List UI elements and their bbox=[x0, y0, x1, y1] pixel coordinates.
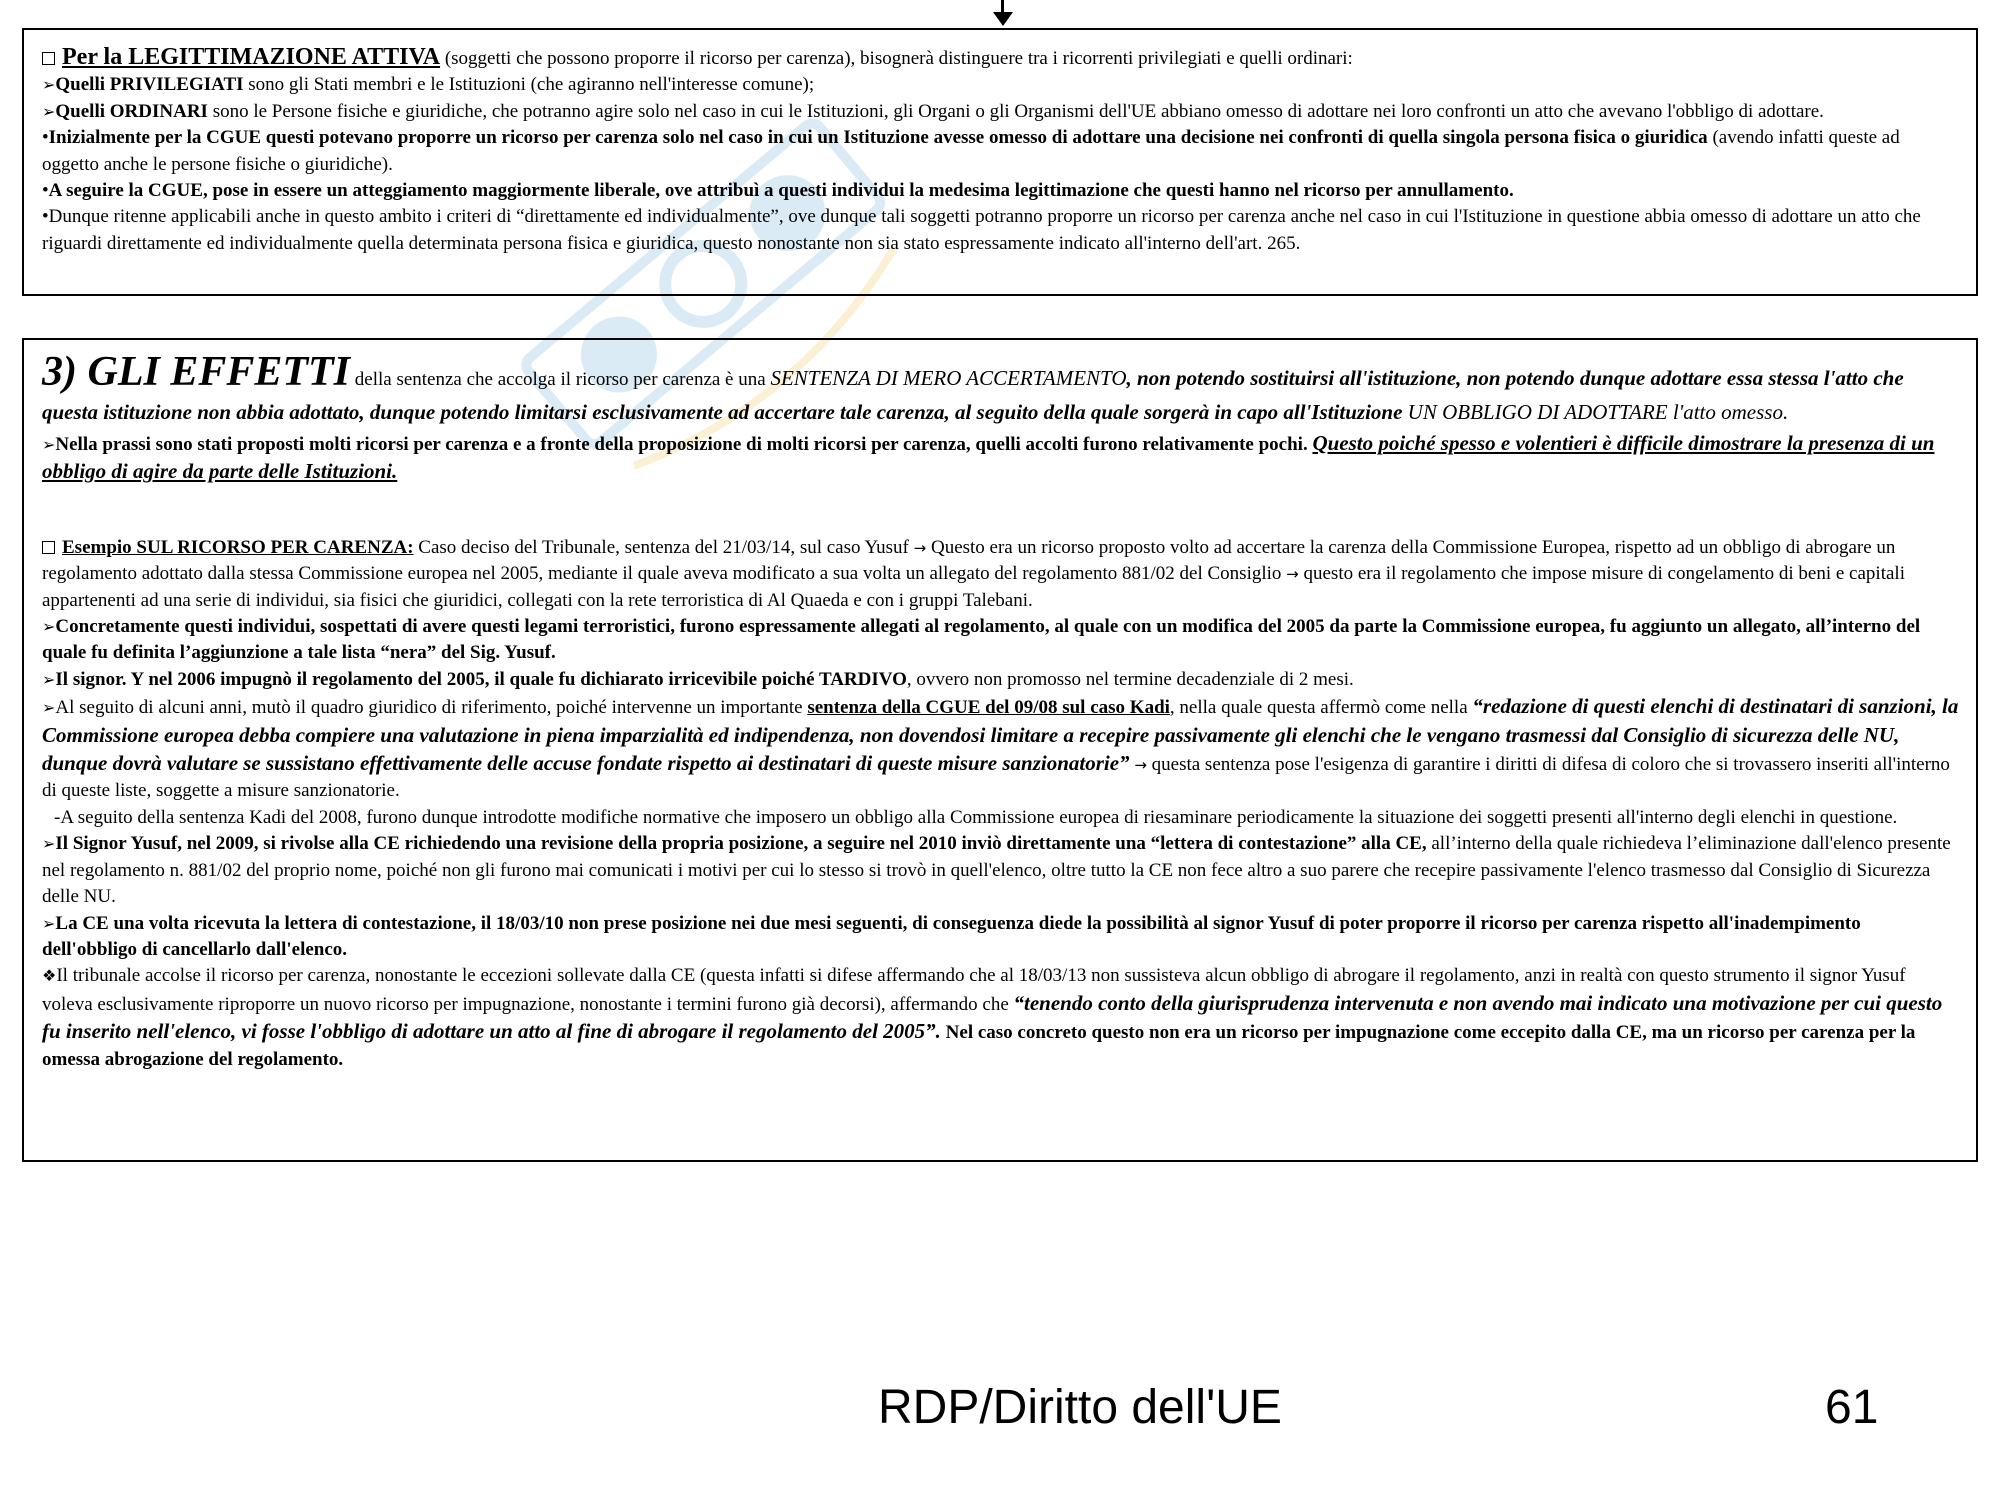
right-arrow-icon: → bbox=[913, 538, 927, 557]
checkbox-bullet-icon bbox=[42, 541, 55, 554]
ordinari-item: ➢Quelli ORDINARI sono le Persone fisiche e giuridiche, che potranno agire solo nel caso in cui le Istituzioni, gli Organi o gli Organismi dell'UE abbiano omesso di adottare nei loro confronti un atto che avevano l'obbligo di adottare. bbox=[42, 100, 1824, 122]
bullet-arrowhead-icon: ➢ bbox=[42, 435, 56, 454]
privilegiati-item: ➢Quelli PRIVILEGIATI sono gli Stati membri e le Istituzioni (che agiranno nell'interesse comune); bbox=[42, 74, 815, 96]
bullet-inizialmente: •Inizialmente per la CGUE questi potevano proporre un ricorso per carenza solo nel caso in cui un Istituzione avesse omesso di adottare una decisione nei confronti di quella singola persona fisica o giuridica (avendo infatti queste ad oggetto anche le persone fisiche o giuridiche). bbox=[42, 127, 1900, 175]
esempio-impugno: ➢Il signor. Y nel 2006 impugnò il regolamento del 2005, il quale fu dichiarato irricevibile poiché TARDIVO, ovvero non promosso nel termine decadenziale di 2 mesi. bbox=[42, 668, 1354, 690]
bullet-arrowhead-icon: ➢ bbox=[42, 698, 56, 718]
bullet-dunque: •Dunque ritenne applicabili anche in questo ambito i criteri di “direttamente ed individualmente”, ove dunque tali soggetti potranno proporre un ricorso per carenza anche nel caso in cui l'Istituzione in questione abbia omesso di adottare un atto che riguardi direttamente ed individualmente quella determinata persona fisica e giuridica, questo nonostante non sia stato espressamente indicato all'interno dell'art. 265. bbox=[42, 206, 1921, 254]
esempio-lettera-contestazione: ➢La CE una volta ricevuta la lettera di contestazione, il 18/03/10 non prese posizione nei due mesi seguenti, di conseguenza diede la possibilità al signor Yusuf di poter proporre il ricorso per carenza rispetto all'inadempimento dell'obbligo di cancellarlo dall'elenco. bbox=[42, 912, 1861, 960]
esempio-kadi: ➢Al seguito di alcuni anni, mutò il quadro giuridico di riferimento, poiché intervenne un importante sentenza della CGUE del 09/08 sul caso Kadi, nella quale questa affermò come nella “redazione di questi elenchi di destinatari di sanzioni, la Commissione europea debba compiere una valutazione in piena imparzialità ed indipendenza, non dovendosi limitare a recepire passivamente gli elenchi che le vengano trasmessi dal Consiglio di sicurezza delle NU, dunque dovrà valutare se sussistano effettivamente delle accuse fondate rispetto ai destinatari di queste misure sanzionatorie” → questa sentenza pose l'esigenza di garantire i diritti di difesa di coloro che si trovassero inseriti all'interno di queste liste, soggette a misure sanzionatorie. bbox=[42, 694, 1959, 802]
esempio-concretamente: ➢Concretamente questi individui, sospettati di avere questi legami terroristici, furono espressamente allegati al regolamento, al quale con un modifica del 2005 da parte la Commissione europea, fu aggiunto un allegato, all’interno del quale fu definita l’aggiunzione a tale lista “nera” del Sig. Yusuf. bbox=[42, 616, 1921, 664]
diamond-bullet-icon: ❖ bbox=[42, 966, 57, 986]
effetti-heading: 3) GLI EFFETTI della sentenza che accolga il ricorso per carenza è una SENTENZA DI MERO ACCERTAMENTO, non potendo sostituirsi all'istituzione, non potendo dunque adottare essa stessa l'atto che questa istituzione non abbia adottato, dunque potendo limitarsi esclusivamente ad accertare tale carenza, al seguito della quale sorgerà in capo all'Istituzione UN OBBLIGO DI ADOTTARE l'atto omesso. bbox=[42, 349, 1904, 424]
legittimazione-box bbox=[22, 28, 1978, 296]
bullet-arrowhead-icon: ➢ bbox=[42, 669, 56, 689]
bullet-arrowhead-icon: ➢ bbox=[42, 75, 56, 95]
flow-arrow-down-icon bbox=[993, 0, 1013, 26]
esempio-intro: Esempio SUL RICORSO PER CARENZA: Caso deciso del Tribunale, sentenza del 21/03/14, sul caso Yusuf → Questo era un ricorso proposto volto ad accertare la carenza della Commissione Europea, rispetto ad un obbligo di abrogare un regolamento adottato dalla stessa Commissione europea nel 2005, mediante il quale aveva modificato a sua volta un allegato del regolamento 881/02 del Consiglio → questo era il regolamento che impose misure di congelamento di beni e capitali appartenenti ad una serie di individui, sia fisici che giuridici, collegati con la rete terroristica di Al Quaeda e con i gruppi Talebani. bbox=[42, 536, 1905, 611]
bullet-arrowhead-icon: ➢ bbox=[42, 834, 56, 854]
esempio-tribunale-accolse: ❖Il tribunale accolse il ricorso per carenza, nonostante le eccezioni sollevate dalla CE (questa infatti si difese affermando che al 18/03/13 non sussisteva alcun obbligo di abrogare il regolamento, anzi in realtà con questo strumento il signor Yusuf voleva esclusivamente riproporre un nuovo ricorso per impugnazione, nonostante i termini furono già decorsi), affermando che “tenendo conto della giurisprudenza intervenuta e non avendo mai indicato una motivazione per cui questo fu inserito nell'elenco, vi fosse l'obbligo di adottare un atto al fine di abrogare il regolamento del 2005”. Nel caso concreto questo non era un ricorso per impugnazione come eccepito dalla CE, ma un ricorso per carenza per la omessa abrogazione del regolamento. bbox=[42, 965, 1943, 1070]
right-arrow-icon: → bbox=[1134, 756, 1147, 775]
checkbox-bullet-icon bbox=[42, 52, 55, 65]
right-arrow-icon: → bbox=[1286, 565, 1299, 584]
legittimazione-heading: Per la LEGITTIMAZIONE ATTIVA (soggetti che possono proporre il ricorso per carenza), bisognerà distinguere tra i ricorrenti privilegiati e quelli ordinari: bbox=[42, 44, 1960, 72]
footer-document-title: RDP/Diritto dell'UE bbox=[878, 1381, 1282, 1434]
effetti-box bbox=[22, 338, 1978, 1162]
esempio-yusuf-2009: ➢Il Signor Yusuf, nel 2009, si rivolse alla CE richiedendo una revisione della propria posizione, a seguire nel 2010 inviò direttamente una “lettera di contestazione” alla CE, all’interno della quale richiedeva l’eliminazione dall'elenco presente nel regolamento n. 881/02 del proprio nome, poiché non gli furono mai comunicati i motivi per cui lo stesso si trovò in quell'elenco, oltre tutto la CE non fece altro a suo parere che recepire passivamente l'elenco trasmesso dal Consiglio di Sicurezza delle NU. bbox=[42, 833, 1951, 908]
page-number: 61 bbox=[1825, 1381, 1879, 1434]
bullet-a-seguire: •A seguire la CGUE, pose in essere un atteggiamento maggiormente liberale, ove attribuì a questi individui la medesima legittimazione che questi hanno nel ricorso per annullamento. bbox=[42, 180, 1514, 202]
esempio-sentenza-kadi-2008: -A seguito della sentenza Kadi del 2008, furono dunque introdotte modifiche normative che imposero un obbligo alla Commissione europea di riesaminare periodicamente la situazione dei soggetti presenti all'interno degli elenchi in questione. bbox=[54, 806, 1898, 828]
bullet-arrowhead-icon: ➢ bbox=[42, 617, 56, 637]
bullet-arrowhead-icon: ➢ bbox=[42, 913, 56, 933]
bullet-arrowhead-icon: ➢ bbox=[42, 101, 56, 121]
prassi-item: ➢Nella prassi sono stati proposti molti ricorsi per carenza e a fronte della proposizione di molti ricorsi per carenza, quelli accolti furono relativamente pochi. Questo poiché spesso e volentieri è difficile dimostrare la presenza di un obbligo di agire da parte delle Istituzioni. bbox=[42, 431, 1935, 484]
